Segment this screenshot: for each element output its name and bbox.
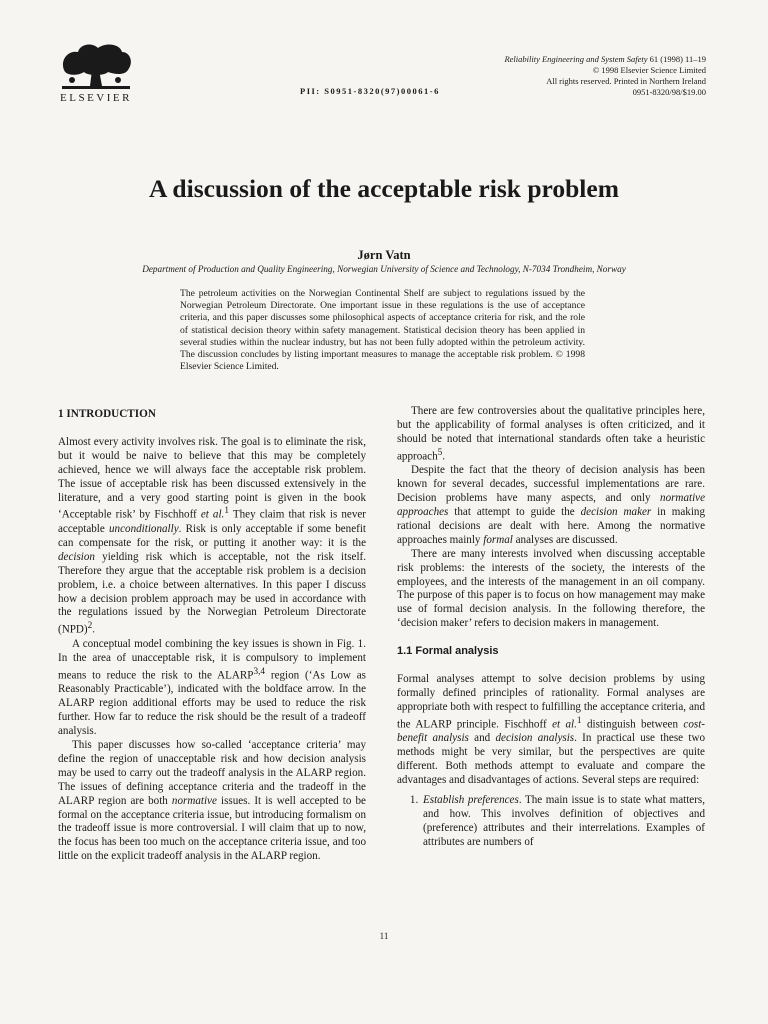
paragraph: There are few controversies about the qualitative principles here, but the applicability of formal analyses is often criticized, and it should be noted that international standards often take a heuristic approach$^5$.: [397, 405, 705, 463]
copyright-line: © 1998 Elsevier Science Limited: [592, 65, 706, 75]
paragraph: This paper discusses how so-called ‘acceptance criteria’ may define the region of unacceptable risk and how decision analysis may be used to carry out the tradeoff analysis in the ALARP region. The issues of defining acceptance criteria and the tradeoff in the ALARP region are both normative issues. It is well accepted to be formal on the acceptance criteria issue, but introducing formalism on the tradeoff issue is more controversial. I will claim that up to now, the focus has been too much on the acceptance criteria issue, and too little on the explicit tradeoff analysis in the ALARP region.: [58, 739, 366, 863]
issn-line: 0951-8320/98/$19.00: [632, 87, 706, 97]
left-column: [58, 405, 366, 864]
paragraph: Formal analyses attempt to solve decision problems by using formally defined principles of rationality. Formal analyses are appropriate both with respect to fulfilling the acceptance criteria, and the ALARP principle. Fischhoff et al.$^1$ distinguish between cost-benefit analysis and decision analysis. In practical use these two methods might be very similar, but the perspectives are quite different. Both methods attempt to evaluate and compare the advantages and disadvantages of actions. Several steps are required:: [397, 673, 706, 787]
page-number: 11: [379, 931, 389, 941]
elsevier-tree-icon: [58, 40, 134, 90]
elsevier-logo: [58, 40, 134, 104]
subsection-heading-formal-analysis: 1.1 Formal analysis: [397, 645, 499, 658]
author-name: Jørn Vatn: [357, 248, 411, 262]
article-title: A discussion of the acceptable risk problem: [149, 174, 619, 203]
journal-info: [504, 54, 706, 98]
author-affiliation: Department of Production and Quality Engineering, Norwegian University of Science and Technology, N-7034 Trondheim, Norway: [142, 264, 626, 274]
section-heading-introduction: 1 INTRODUCTION: [58, 408, 156, 420]
rights-line: All rights reserved. Printed in Northern Ireland: [546, 76, 706, 86]
pii-code: PII: S0951-8320(97)00061-6: [300, 86, 440, 96]
paragraph: There are many interests involved when discussing acceptable risk problems: the interests of the society, the interests of the employees, and the interests of the management in an oil company. The purpose of this paper is to focus on how management may make use of formal decision analysis. In the following therefore, the ‘decision maker’ refers to decision makers in management.: [397, 547, 705, 630]
list-item: 1. Establish preferences. The main issue is to state what matters, and how. This involves definition of objectives and (preference) attributes and their interrelations. Examples of attributes are numbers of: [421, 794, 705, 850]
journal-name: Reliability Engineering and System Safety: [504, 54, 648, 64]
abstract: The petroleum activities on the Norwegian Continental Shelf are subject to regulations issued by the Norwegian Petroleum Directorate. One important issue in these regulations is the use of acceptance criteria, and this paper discusses some philosophical aspects of acceptance criteria for risk, and the role of statistical decision theory within safety management. Statistical decision theory has been applied in several studies within the nuclear industry, but has not been fully adopted within the petroleum activity. The discussion concludes by listing important measures to manage the acceptable risk problem. © 1998 Elsevier Science Limited.: [180, 288, 585, 373]
paragraph: Almost every activity involves risk. The goal is to eliminate the risk, but it would be naive to believe that this may be completely achieved, hence we will always face the acceptable risk problem. The issue of acceptable risk has been discussed extensively in the literature, and a very good starting point is given in the book ‘Acceptable risk’ by Fischhoff et al.$^1$ They claim that risk is never acceptable unconditionally. Risk is only acceptable if some benefit can compensate for the risk, or putting it another way: it is the decision yielding risk which is acceptable, not the risk itself. Therefore they argue that the acceptable risk problem is a decision problem, i.e. a choice between alternatives. In this paper I discuss how a decision problem approach may be used in accordance with the regulations issued by the Norwegian Petroleum Directorate (NPD)$^2$.: [58, 435, 367, 637]
steps-list: [397, 794, 705, 850]
journal-volume: 61 (1998) 11–19: [647, 54, 706, 64]
right-column: [397, 405, 705, 850]
publisher-name: ELSEVIER: [60, 92, 132, 104]
paragraph: Despite the fact that the theory of decision analysis has been known for several decades, successful implementations are rare. Decision problems have many aspects, and only normative approaches that attempt to guide the decision maker in making rational decisions are dealt with here. Among the normative approaches mainly formal analyses are discussed.: [397, 464, 705, 546]
paragraph: A conceptual model combining the key issues is shown in Fig. 1. In the area of unacceptable risk, it is compulsory to implement means to reduce the risk to the ALARP$^{3,4}$ region (‘As Low as Reasonably Practicable’), indicated with the boldface arrow. In the ALARP region additional efforts may be used to reduce the risk further. How far to reduce the risk should be the result of a tradeoff analysis.: [58, 637, 367, 738]
journal-citation: [504, 54, 706, 65]
